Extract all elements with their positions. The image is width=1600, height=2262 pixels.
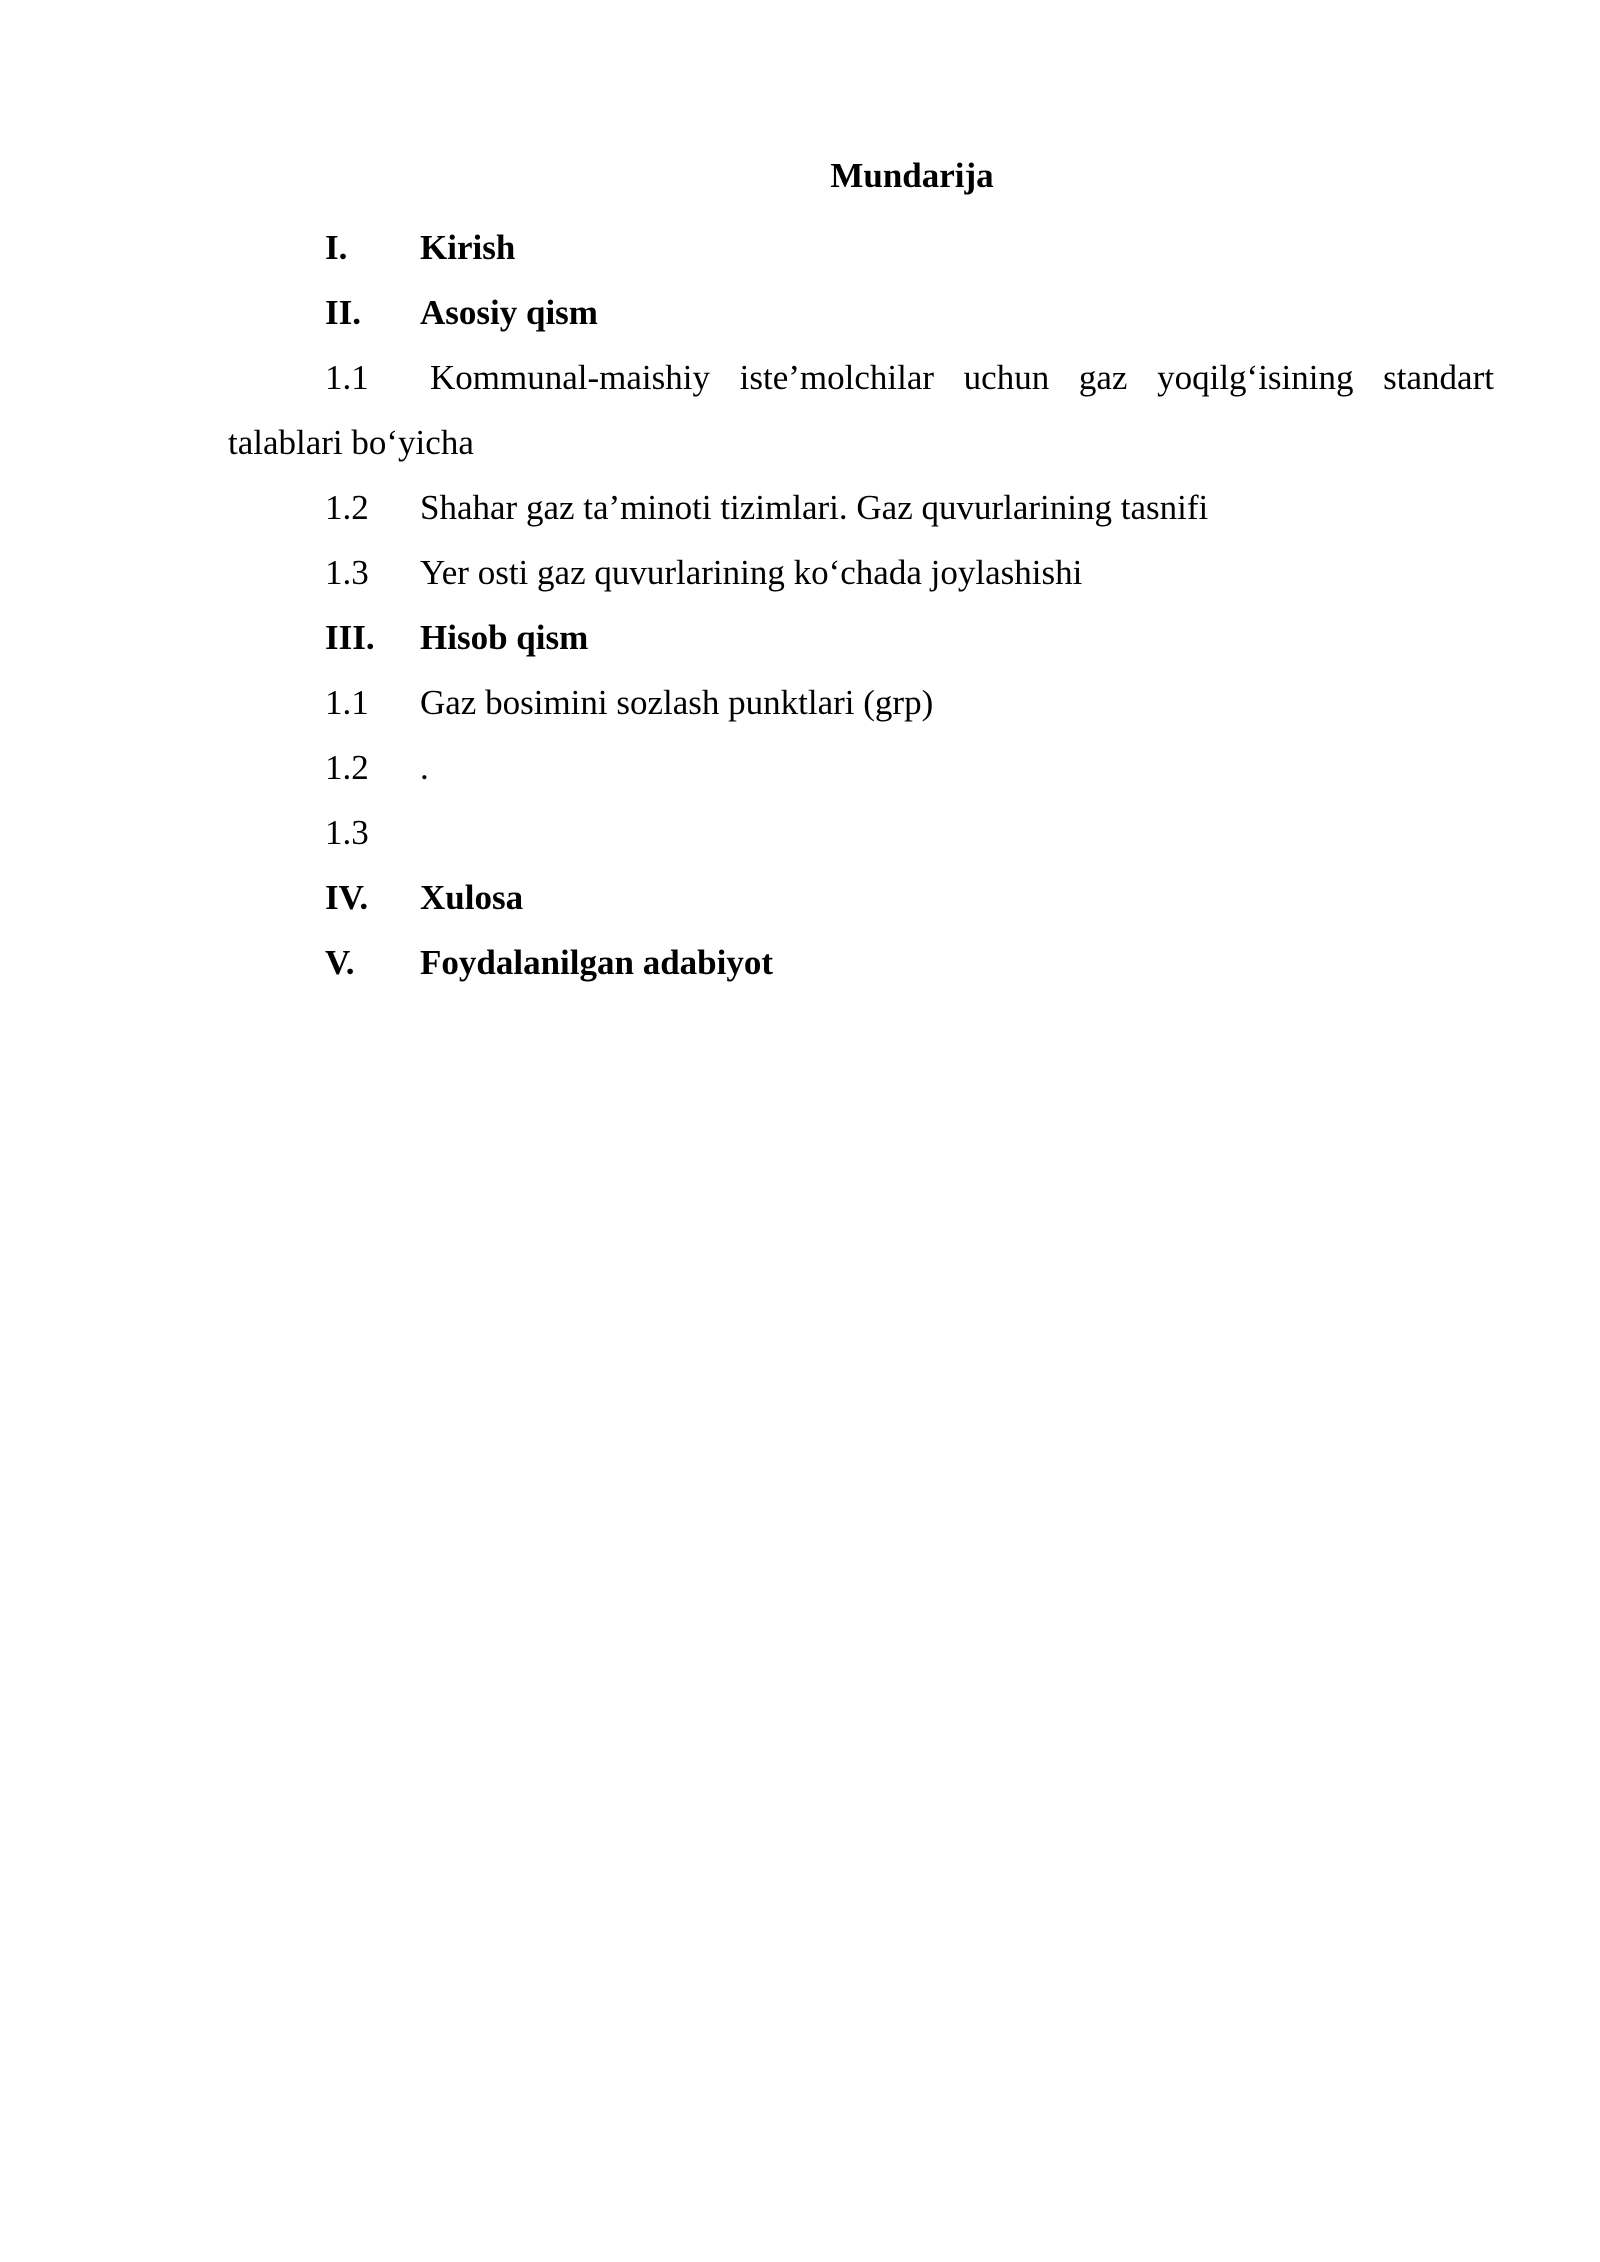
toc-entry-conclusion: [228, 865, 1494, 930]
toc-entry-number: 1.1: [325, 683, 369, 722]
toc-entry-calc-1-3: [228, 800, 1494, 865]
toc-entry-text: Kirish: [420, 228, 516, 267]
toc-entry-introduction: [228, 215, 1494, 280]
toc-entry-continuation: talablari bo‘yicha: [228, 423, 474, 462]
toc-word: uchun: [963, 358, 1050, 397]
toc-entry-number: 1.1: [325, 358, 369, 397]
toc-entry-section-1-3: [228, 540, 1494, 605]
toc-entry-number: 1.2: [325, 488, 369, 527]
toc-entry-section-1-1: [228, 345, 1494, 475]
toc-entry-text: [430, 345, 1494, 410]
toc-entry-number: II.: [325, 293, 361, 332]
table-of-contents: [228, 215, 1494, 995]
toc-entry-text: Hisob qism: [420, 618, 589, 657]
toc-entry-text: Gaz bosimini sozlash punktlari (grp): [420, 683, 934, 722]
toc-entry-calculation-part: [228, 605, 1494, 670]
toc-entry-number: 1.2: [325, 748, 369, 787]
toc-word: iste’molchilar: [739, 358, 935, 397]
toc-entry-number: I.: [325, 228, 348, 267]
toc-entry-text: Foydalanilgan adabiyot: [420, 943, 774, 982]
toc-entry-main-part: [228, 280, 1494, 345]
toc-title: Mundarija: [830, 156, 994, 195]
toc-entry-section-1-2: [228, 475, 1494, 540]
toc-word: gaz: [1078, 358, 1128, 397]
toc-entry-calc-1-2: [228, 735, 1494, 800]
toc-entry-text: Yer osti gaz quvurlarining ko‘chada joylashishi: [420, 553, 1083, 592]
toc-entry-number: 1.3: [325, 553, 369, 592]
toc-entry-calc-1-1: [228, 670, 1494, 735]
toc-word: yoqilg‘isining: [1157, 358, 1354, 397]
toc-entry-number: III.: [325, 618, 375, 657]
toc-entry-text: Asosiy qism: [420, 293, 598, 332]
toc-entry-text: Shahar gaz ta’minoti tizimlari. Gaz quvurlarining tasnifi: [420, 488, 1209, 527]
toc-word: standart: [1383, 358, 1494, 397]
toc-word: Kommunal-maishiy: [430, 358, 710, 397]
toc-entry-number: 1.3: [325, 813, 369, 852]
toc-entry-references: [228, 930, 1494, 995]
toc-entry-number: IV.: [325, 878, 369, 917]
toc-entry-text: .: [420, 748, 429, 787]
toc-entry-text: Xulosa: [420, 878, 524, 917]
toc-entry-number: V.: [325, 943, 355, 982]
toc-entry-line: [325, 345, 1494, 410]
